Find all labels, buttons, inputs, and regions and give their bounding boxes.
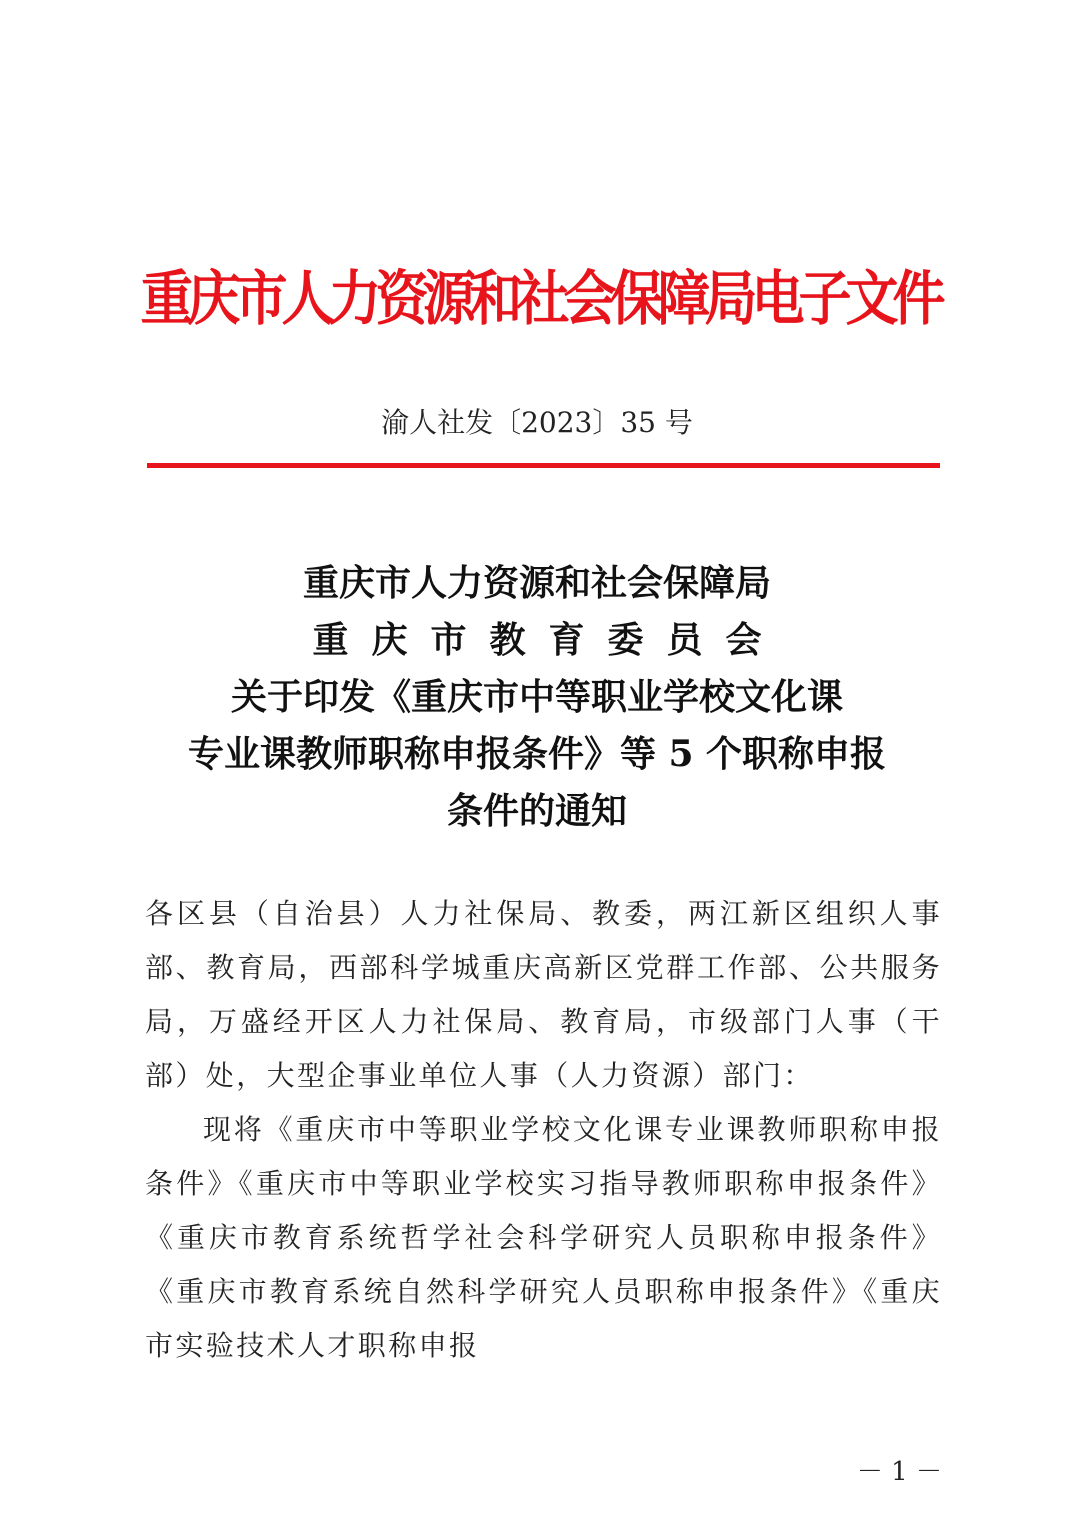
body-paragraph: 现将《重庆市中等职业学校文化课专业课教师职称申报条件》《重庆市中等职业学校实习指导教师职称申报条件》《重庆市教育系统哲学社会科学研究人员职称申报条件》《重庆市教育系统自然科学研究人员职称申报条件》《重庆市实验技术人才职称申报 <box>145 1113 942 1362</box>
document-number: 渝人社发〔2023〕35 号 <box>381 406 693 439</box>
title-subject-line-2: 专业课教师职称申报条件》等 5 个职称申报 <box>187 733 887 775</box>
recipients-paragraph: 各区县（自治县）人力社保局、教委，两江新区组织人事部、教育局，西部科学城重庆高新区党群工作部、公共服务局，万盛经开区人力社保局、教育局，市级部门人事（干部）处，大型企事业单位人事（人力资源）部门： <box>145 897 942 1092</box>
title-issuer-1: 重庆市人力资源和社会保障局 <box>302 562 771 604</box>
title-issuer-2: 重庆市教育委员会 <box>312 619 785 661</box>
document-body <box>145 887 942 1373</box>
title-subject-line-3: 条件的通知 <box>446 790 627 832</box>
page-number: － 1 － <box>856 1457 942 1487</box>
document-masthead: 重庆市人力资源和社会保障局电子文件 <box>140 265 940 334</box>
red-divider-rule <box>147 463 940 468</box>
title-subject-line-1: 关于印发《重庆市中等职业学校文化课 <box>230 676 843 718</box>
document-title <box>120 555 954 840</box>
